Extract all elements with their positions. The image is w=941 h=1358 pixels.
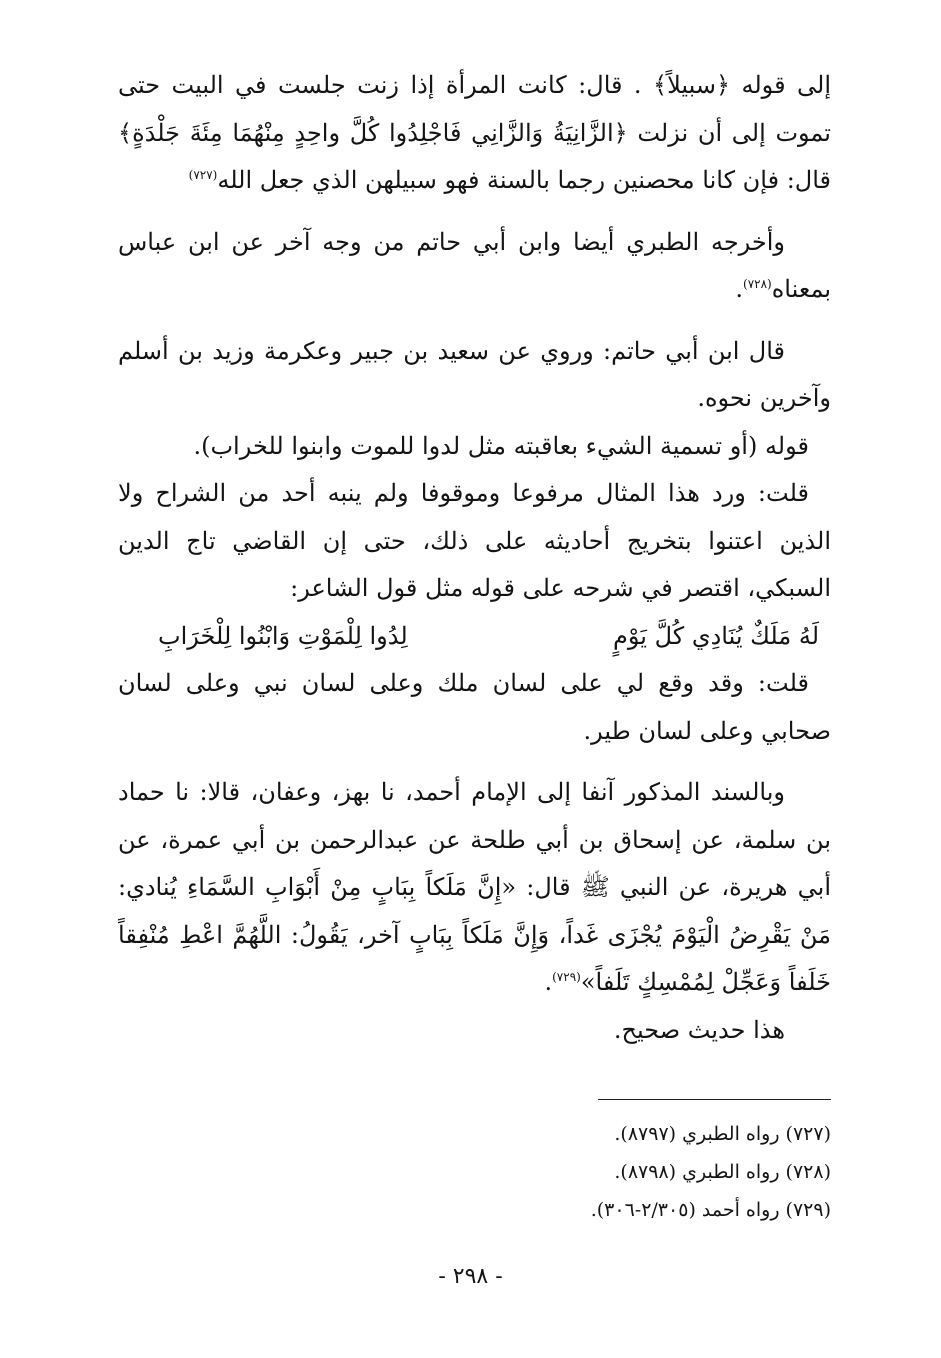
- footnote-729: (٧٢٩) رواه أحمد (٢/٣٠٥-٣٠٦).: [590, 1199, 831, 1221]
- paragraph-7-end: .: [544, 968, 553, 996]
- paragraph-7-text: وبالسند المذكور آنفا إلى الإمام أحمد، نا بهز، وعفان، قالا: نا حماد بن سلمة، عن إسحاق بن أبي طلحة عن عبدالرحمن بن أبي عمرة، عن أبي هريرة، عن النبي ﷺ قال: «إِنَّ مَلَكاً بِبَابٍ مِنْ أَبْوَابِ السَّمَاءِ يُنادي: مَنْ يَقْرِضُ الْيَوْمَ يُجْزَى غَداً، وَإِنَّ مَلَكاً بِبَابٍ آخر، يَقُولُ: اللَّهُمَّ اعْطِ مُنْفِقاً خَلَفاً وَعَجِّلْ لِمُمْسِكٍ تَلَفاً»: [118, 778, 831, 996]
- paragraph-8: هذا حديث صحيح.: [613, 1015, 785, 1044]
- footnote-728: (٧٢٨) رواه الطبري (٨٧٩٨).: [614, 1161, 831, 1183]
- paragraph-1-text: إلى قوله ﴿سبيلاً﴾ . قال: كانت المرأة إذا زنت جلست في البيت حتى تموت إلى أن نزلت ﴿الزَّانِيَةُ وَالزَّانِي فَاجْلِدُوا كُلَّ واحِدٍ مِنْهُمَا مِئَةَ جَلْدَةٍ﴾ قال: فإن كانا محصنين رجما بالسنة فهو سبيلهن الذي جعل الله: [118, 71, 831, 194]
- main-text: [118, 62, 831, 1054]
- footnotes: [331, 1115, 831, 1229]
- paragraph-1: [118, 62, 831, 205]
- verse-second-half: لِدُوا لِلْمَوْتِ وَابْنُوا لِلْخَرَابِ: [158, 621, 408, 650]
- footnote-ref-728: (٧٢٨): [743, 277, 772, 291]
- paragraph-7: [118, 769, 831, 1007]
- paragraph-5: قلت: ورد هذا المثال مرفوعا وموقوفا ولم ينبه أحد من الشراح ولا الذين اعتنوا بتخريج أحاديثه على ذلك، حتى إن القاضي تاج الدين السبكي، اقتصر في شرحه على قوله مثل قول الشاعر:: [118, 479, 831, 602]
- paragraph-2-end: .: [735, 275, 744, 303]
- footnote-ref-729: (٧٢٩): [552, 970, 581, 984]
- verse-first-half: لَهُ مَلَكٌ يُنَادِي كُلَّ يَوْمٍ: [613, 621, 819, 650]
- footnote-divider: [598, 1099, 831, 1100]
- page-number: - ٢٩٨ -: [438, 1264, 503, 1289]
- paragraph-6: قلت: وقد وقع لي على لسان ملك وعلى لسان نبي وعلى لسان صحابي وعلى لسان طير.: [118, 669, 831, 745]
- paragraph-2-text: وأخرجه الطبري أيضا وابن أبي حاتم من وجه آخر عن ابن عباس بمعناه: [118, 227, 831, 303]
- paragraph-3: قال ابن أبي حاتم: وروي عن سعيد بن جبير وعكرمة وزيد بن أسلم وآخرين نحوه.: [118, 336, 831, 412]
- paragraph-4: قوله (أو تسمية الشيء بعاقبته مثل لدوا للموت وابنوا للخراب).: [193, 431, 809, 460]
- paragraph-2: [118, 219, 831, 314]
- poetry-verse: [118, 613, 831, 661]
- footnote-ref-727: (٧٢٧): [188, 168, 218, 182]
- footnote-727: (٧٢٧) رواه الطبري (٨٧٩٧).: [614, 1123, 831, 1145]
